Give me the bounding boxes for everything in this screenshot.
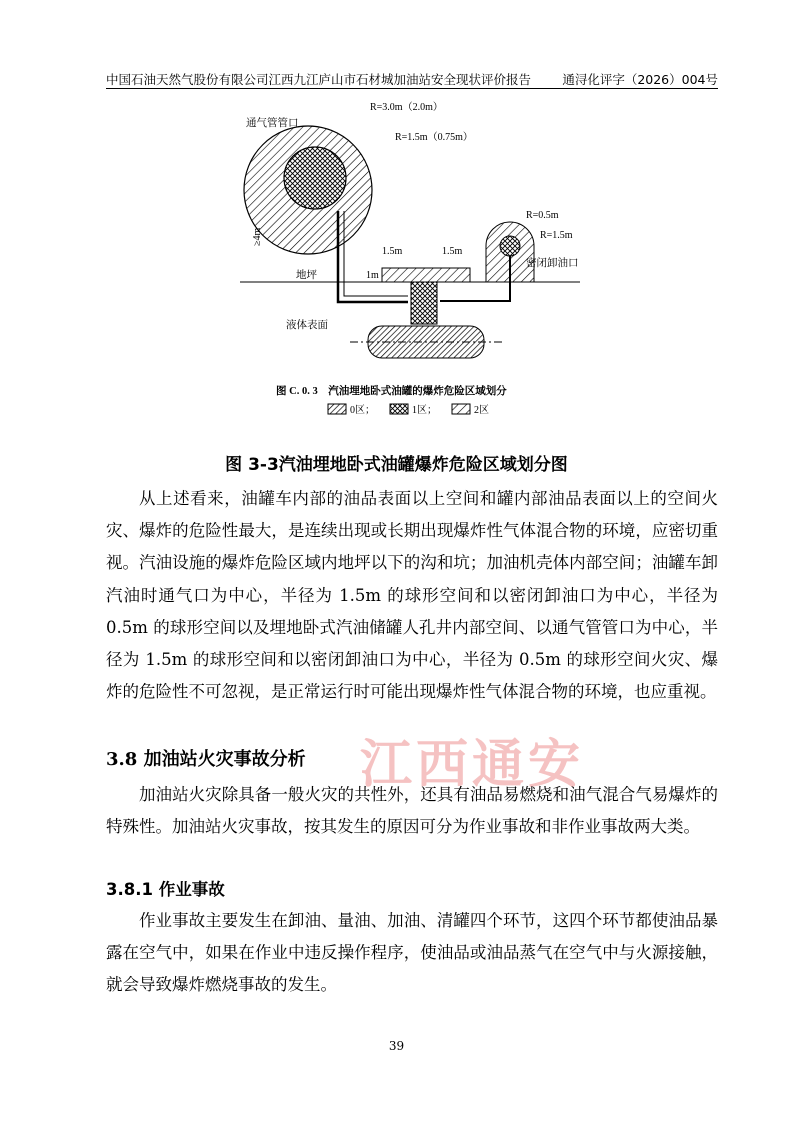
label-r-small: R=0.5m [526,210,559,221]
hazard-zone-figure [240,96,580,416]
figure-caption: 图 3-3汽油埋地卧式油罐爆炸危险区域划分图 [225,455,568,475]
label-r-outer: R=3.0m（2.0m） [370,102,443,113]
label-r-small2: R=1.5m [540,230,573,241]
header-report-title: 中国石油天然气股份有限公司江西九江庐山市石材城加油站安全现状评价报告 [106,72,532,87]
label-vent: 通气管管口 [246,118,299,129]
page-header [106,70,718,89]
paragraph-block-3 [106,905,718,1002]
paragraph: 加油站火灾除具备一般火灾的共性外，还具有油品易燃烧和油气混合气易爆炸的特殊性。加油站火灾事故，按其发生的原因可分为作业事故和非作业事故两大类。 [106,785,718,837]
legend-zone0-label: 0区； [350,405,375,416]
page-number: 39 [388,1039,405,1053]
inner-caption: 图 C. 0. 3 汽油埋地卧式油罐的爆炸危险区域划分 [276,386,507,397]
vent-zone1-circle [284,147,346,209]
label-r-inner: R=1.5m（0.75m） [395,132,473,143]
header-doc-number: 通浔化评字（2026）004号 [562,72,718,87]
label-liquid: 液体表面 [286,320,328,331]
subsection-title: 3.8.1 作业事故 [106,880,225,899]
label-ground: 地坪 [296,270,317,281]
label-w2: 1.5m [442,246,463,257]
label-valve: 密闭卸油口 [526,258,579,269]
legend-zone2-label: 2区 [474,405,489,416]
label-h1: 1m [366,270,379,281]
paragraph: 从上述看来，油罐车内部的油品表面以上空间和罐内部油品表面以上的空间火灾、爆炸的危险性最大，是连续出现或长期出现爆炸性气体混合物的环境，应密切重视。汽油设施的爆炸危险区域内地坪以下的沟和坑；加油机壳体内部空间；油罐车卸汽油时通气口为中心，半径为 1.5m 的球形空间和以密闭卸油口为中心，半径为 0.5m 的球形空间以及埋地卧式汽油储罐人孔井内部空间、以通气管管口为中心，半径为 1.5m 的球形空间和以密闭卸油口为中心，半径为 0.5m 的球形空间火灾、爆炸的危险性不可忽视，是正常运行时可能出现爆炸性气体混合物的环境，也应重视。 [106,489,718,702]
paragraph: 作业事故主要发生在卸油、量油、加油、清罐四个环节，这四个环节都使油品暴露在空气中，如果在作业中违反操作程序，使油品或油品蒸气在空气中与火源接触，就会导致爆炸燃烧事故的发生。 [106,911,718,995]
legend-zone2-swatch [452,404,470,414]
paragraph-block-1 [106,483,718,708]
watermark: 江西通安 [360,735,585,795]
legend-zone1-label: 1区； [412,405,437,416]
valve-zone1 [500,236,520,256]
surface-zone2-rect [382,268,470,282]
legend-zone0-swatch [328,404,346,414]
legend-zone1-swatch [390,404,408,414]
label-w1: 1.5m [382,246,403,257]
section-title: 3.8 加油站火灾事故分析 [106,749,306,770]
manhole-zone1 [411,282,437,324]
label-height: ≥4m [252,227,263,246]
